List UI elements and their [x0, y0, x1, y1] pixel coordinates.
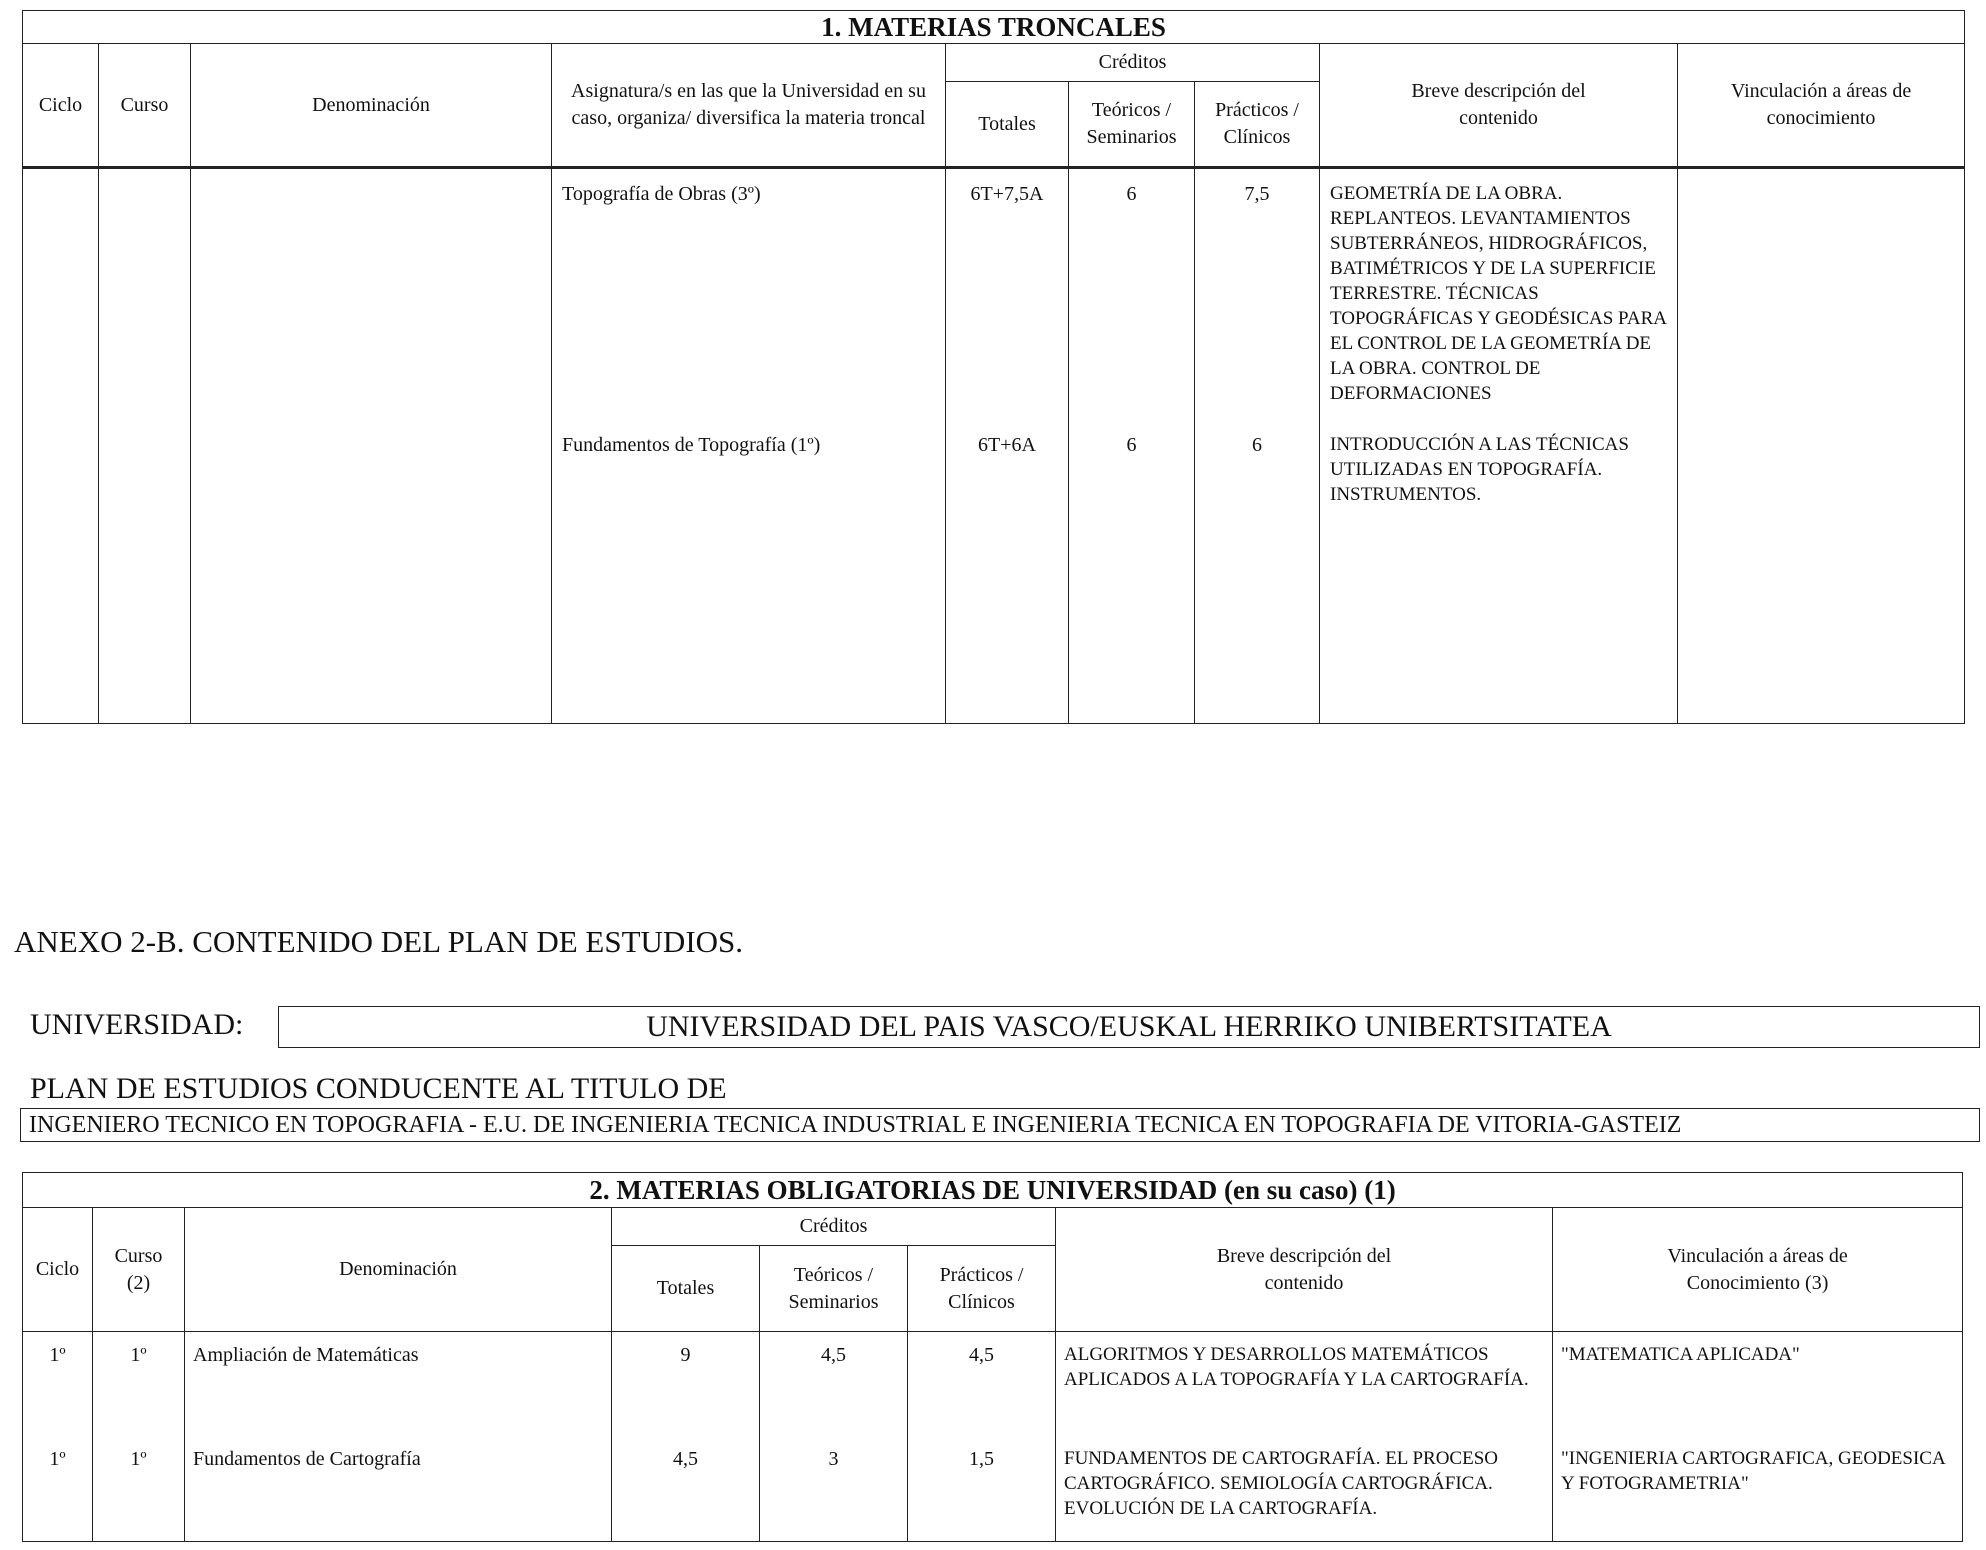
totales-1: 6T+7,5A [970, 183, 1044, 205]
teoricos-2: 6 [1126, 434, 1137, 456]
header2-ciclo: Ciclo [23, 1208, 93, 1332]
cell-vinculacion [1678, 168, 1965, 724]
cell2-curso [93, 1332, 185, 1542]
totales2-1: 9 [680, 1344, 691, 1366]
denominacion-2: Fundamentos de Cartografía [193, 1448, 421, 1470]
header-asignaturas: Asignatura/s en las que la Universidad en su caso, organiza/ diversifica la materia troncal [552, 44, 946, 168]
asignatura-1: Topografía de Obras (3º) [562, 183, 761, 205]
descripcion2-1: ALGORITMOS Y DESARROLLOS MATEMÁTICOS APLICADOS A LA TOPOGRAFÍA Y LA CARTOGRAFÍA. [1064, 1344, 1529, 1390]
header-curso: Curso [99, 44, 191, 168]
cell-denominacion [191, 168, 552, 724]
descripcion2-2: FUNDAMENTOS DE CARTOGRAFÍA. EL PROCESO CARTOGRÁFICO. SEMIOLOGÍA CARTOGRÁFICA. EVOLUCIÓN DE LA CARTOGRAFÍA. [1064, 1448, 1498, 1519]
cell-descripcion [1320, 168, 1678, 724]
header-denominacion: Denominación [191, 44, 552, 168]
cell-practicos [1195, 168, 1320, 724]
practicos-2: 6 [1252, 434, 1262, 456]
header2-vinculacion: Vinculación a áreas de Conocimiento (3) [1553, 1208, 1963, 1332]
cell2-totales [612, 1332, 760, 1542]
practicos2-2: 1,5 [969, 1448, 994, 1470]
descripcion-1: GEOMETRÍA DE LA OBRA. REPLANTEOS. LEVANTAMIENTOS SUBTERRÁNEOS, HIDROGRÁFICOS, BATIMÉTRICOS Y DE LA SUPERFICIE TERRESTRE. TÉCNICAS TOPOGRÁFICAS Y GEODÉSICAS PARA EL CONTROL DE LA GEOMETRÍA DE LA OBRA. CONTROL DE DEFORMACIONES [1330, 183, 1666, 404]
cell-curso [99, 168, 191, 724]
plan-box [20, 1108, 1980, 1142]
cell2-denominacion [185, 1332, 612, 1542]
table2-title: 2. MATERIAS OBLIGATORIAS DE UNIVERSIDAD (en su caso) (1) [23, 1173, 1963, 1208]
cell2-descripcion [1056, 1332, 1553, 1542]
header-practicos: Prácticos / Clínicos [1195, 82, 1320, 168]
teoricos2-2: 3 [828, 1448, 839, 1470]
header2-denominacion: Denominación [185, 1208, 612, 1332]
practicos-1: 7,5 [1244, 183, 1270, 205]
universidad-value: UNIVERSIDAD DEL PAIS VASCO/EUSKAL HERRIKO UNIBERTSITATEA [646, 1010, 1612, 1043]
header2-curso: Curso (2) [93, 1208, 185, 1332]
teoricos-1: 6 [1126, 183, 1137, 205]
descripcion-2: INTRODUCCIÓN A LAS TÉCNICAS UTILIZADAS EN TOPOGRAFÍA. INSTRUMENTOS. [1330, 434, 1629, 505]
table-materias-troncales [22, 10, 1965, 724]
denominacion-1: Ampliación de Matemáticas [193, 1344, 419, 1366]
universidad-label: UNIVERSIDAD: [30, 1008, 244, 1041]
totales2-2: 4,5 [673, 1448, 698, 1470]
header-teoricos: Teóricos / Seminarios [1069, 82, 1195, 168]
vinculacion2-2: "INGENIERIA CARTOGRAFICA, GEODESICA Y FOTOGRAMETRIA" [1561, 1448, 1945, 1494]
asignatura-2: Fundamentos de Topografía (1º) [562, 434, 821, 456]
cell2-vinculacion [1553, 1332, 1963, 1542]
cell2-teoricos [760, 1332, 908, 1542]
cell2-ciclo [23, 1332, 93, 1542]
header-creditos: Créditos [946, 44, 1320, 82]
cell-teoricos [1069, 168, 1195, 724]
header2-creditos: Créditos [612, 1208, 1056, 1246]
ciclo-2: 1º [49, 1448, 66, 1470]
totales-2: 6T+6A [978, 434, 1036, 456]
header-totales: Totales [946, 82, 1069, 168]
table1-title: 1. MATERIAS TRONCALES [23, 11, 1965, 44]
header2-totales: Totales [612, 1246, 760, 1332]
header-vinculacion: Vinculación a áreas de conocimiento [1678, 44, 1965, 168]
ciclo-1: 1º [49, 1344, 66, 1366]
header-ciclo: Ciclo [23, 44, 99, 168]
table-materias-obligatorias [22, 1172, 1963, 1542]
cell-totales [946, 168, 1069, 724]
cell-asignaturas [552, 168, 946, 724]
practicos2-1: 4,5 [969, 1344, 994, 1366]
universidad-box [278, 1006, 1980, 1048]
header-descripcion: Breve descripción del contenido [1320, 44, 1678, 168]
header2-practicos: Prácticos / Clínicos [908, 1246, 1056, 1332]
vinculacion2-1: "MATEMATICA APLICADA" [1561, 1344, 1800, 1365]
curso-1: 1º [130, 1344, 147, 1366]
plan-label: PLAN DE ESTUDIOS CONDUCENTE AL TITULO DE [30, 1072, 727, 1105]
header2-teoricos: Teóricos / Seminarios [760, 1246, 908, 1332]
plan-value: INGENIERO TECNICO EN TOPOGRAFIA - E.U. DE INGENIERIA TECNICA INDUSTRIAL E INGENIERIA TECNICA EN TOPOGRAFIA DE VITORIA-GASTEIZ [29, 1112, 1682, 1138]
anexo-heading: ANEXO 2-B. CONTENIDO DEL PLAN DE ESTUDIOS. [14, 924, 744, 959]
cell-ciclo [23, 168, 99, 724]
cell2-practicos [908, 1332, 1056, 1542]
header2-descripcion: Breve descripción del contenido [1056, 1208, 1553, 1332]
teoricos2-1: 4,5 [821, 1344, 846, 1366]
curso-2: 1º [130, 1448, 147, 1470]
